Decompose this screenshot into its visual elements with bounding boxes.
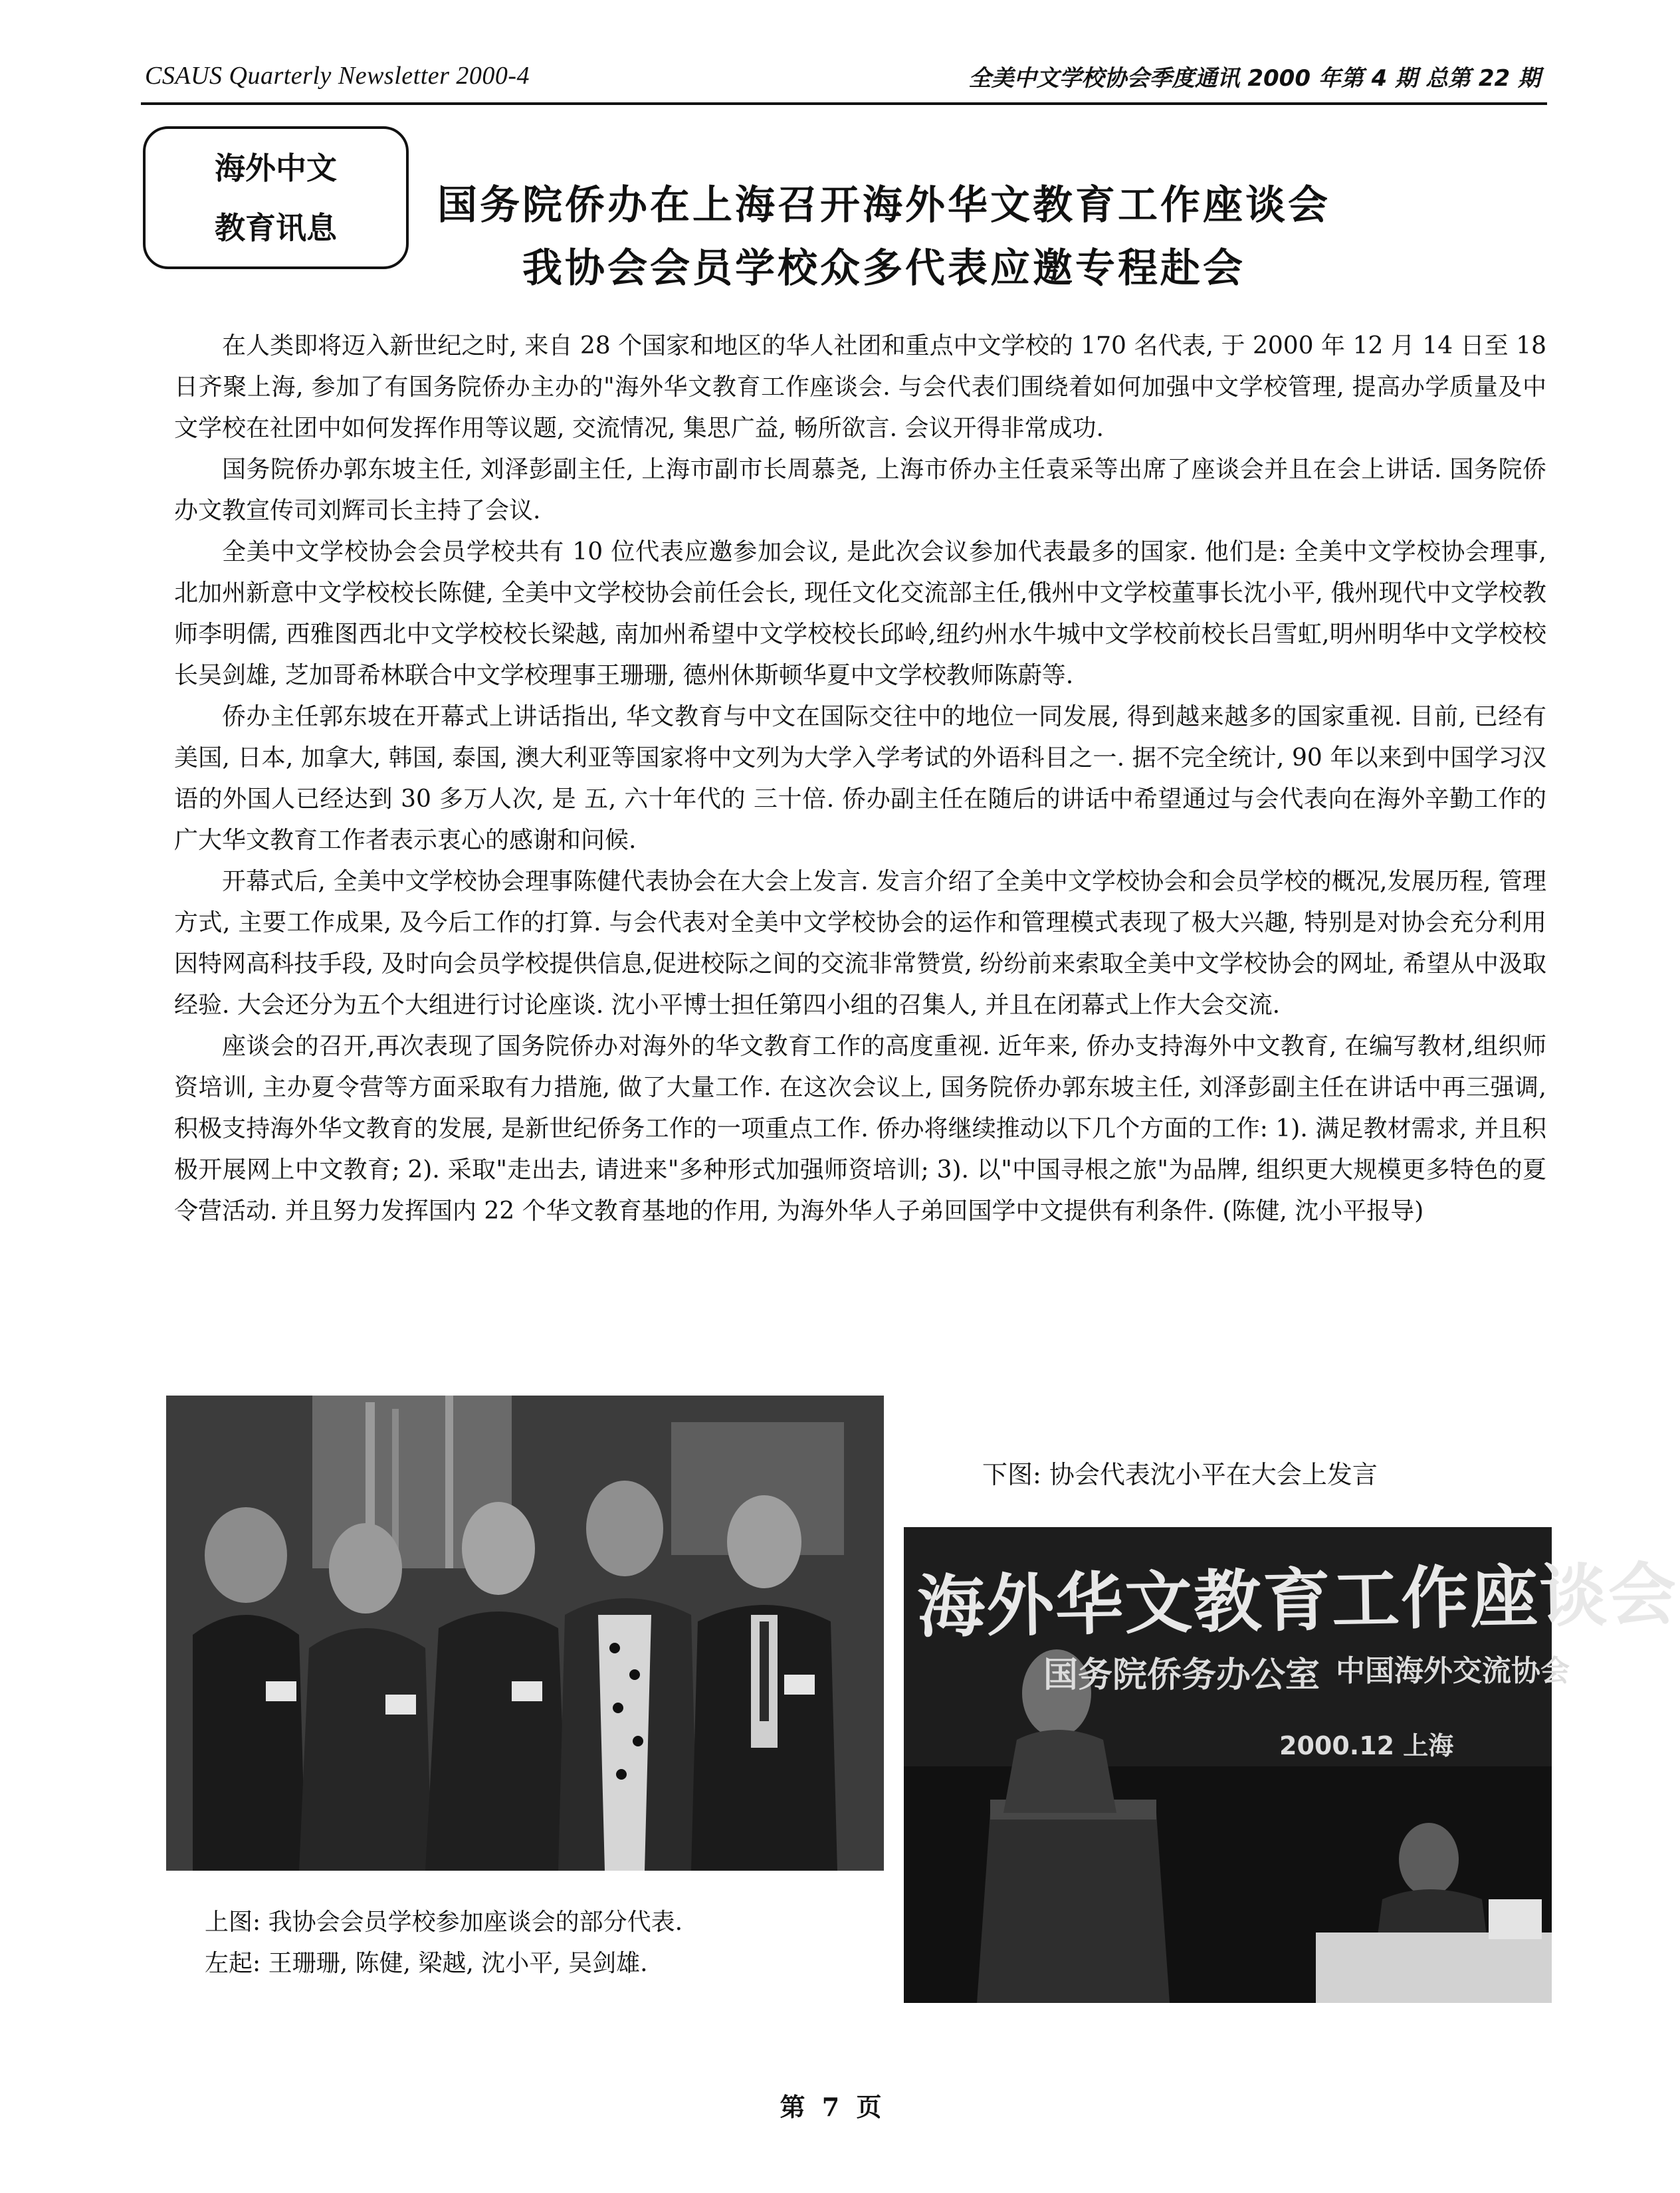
article-headline bbox=[425, 174, 1342, 300]
left-caption-line1: 上图: 我协会会员学校参加座谈会的部分代表. bbox=[205, 1909, 683, 1936]
left-photo-caption bbox=[205, 1902, 682, 1984]
article-paragraph-2: 国务院侨办郭东坡主任, 刘泽彭副主任, 上海市副市长周慕尧, 上海市侨办主任袁采等出席了座谈会并且在会上讲话. 国务院侨办文教宣传司刘辉司长主持了会议. bbox=[174, 456, 1546, 524]
article-paragraph-1: 在人类即将迈入新世纪之时, 来自 28 个国家和地区的华人社团和重点中文学校的 170 名代表, 于 2000 年 12 月 14 日至 18 日齐聚上海, 参加了有国务院侨办主办的"海外华文教育工作座谈会. 与会代表们围绕着如何加强中文学校管理, 提高办学质量及中文学校在社团中如何发挥作用等议题, 交流情况, 集思广益, 畅所欲言. 会议开得非常成功. bbox=[174, 332, 1546, 442]
article-paragraph-6: 座谈会的召开,再次表现了国务院侨办对海外的华文教育工作的高度重视. 近年来, 侨办支持海外中文教育, 在编写教材,组织师资培训, 主办夏令营等方面采取有力措施, 做了大量工作. 在这次会议上, 国务院侨办郭东坡主任, 刘泽彭副主任在讲话中再三强调, 积极支持海外华文教育的发展, 是新世纪侨务工作的一项重点工作. 侨办将继续推动以下几个方面的工作: 1). 满足教材需求, 并且积极开展网上中文教育; 2). 采取"走出去, 请进来"多种形式加强师资培训; 3). 以"中国寻根之旅"为品牌, 组织更大规模更多特色的夏令营活动. 并且努力发挥国内 22 个华文教育基地的作用, 为海外华人子弟回国学中文提供有利条件. (陈健, 沈小平报导) bbox=[174, 1033, 1546, 1225]
left-caption-line2: 左起: 王珊珊, 陈健, 梁越, 沈小平, 吴剑雄. bbox=[205, 1950, 648, 1977]
banner-organizer-text: 国务院侨务办公室 bbox=[1043, 1655, 1320, 1695]
article-paragraph-5: 开幕式后, 全美中文学校协会理事陈健代表协会在大会上发言. 发言介绍了全美中文学校协会和会员学校的概况,发展历程, 管理方式, 主要工作成果, 及今后工作的打算. 与会代表对全美中文学校协会的运作和管理模式表现了极大兴趣, 特别是对协会充分利用因特网高科技手段, 及时向会员学校提供信息,促进校际之间的交流非常赞赏, 纷纷前来索取全美中文学校协会的网址, 希望从中汲取经验. 大会还分为五个大组进行讨论座谈. 沈小平博士担任第四小组的召集人, 并且在闭幕式上作大会交流. bbox=[174, 868, 1546, 1019]
speaker-photo bbox=[904, 1527, 1679, 2003]
section-tag-box bbox=[143, 126, 409, 269]
banner-date-text: 2000.12 上海 bbox=[1279, 1731, 1454, 1760]
page-number: 第 7 页 bbox=[780, 2092, 882, 2122]
right-photo-caption: 下图: 协会代表沈小平在大会上发言 bbox=[982, 1460, 1378, 1489]
newsletter-title-chinese: 全美中文学校协会季度通讯 2000 年第 4 期 总第 22 期 bbox=[968, 65, 1540, 92]
header-rule bbox=[141, 102, 1547, 105]
article-paragraph-3: 全美中文学校协会会员学校共有 10 位代表应邀参加会议, 是此次会议参加代表最多的国家. 他们是: 全美中文学校协会理事, 北加州新意中文学校校长陈健, 全美中文学校协会前任会长, 现任文化交流部主任,俄州中文学校董事长沈小平, 俄州现代中文学校教师李明儒, 西雅图西北中文学校校长梁越, 南加州希望中文学校校长邱岭,纽约州水牛城中文学校前校长吕雪虹,明州明华中文学校校长吴剑雄, 芝加哥希林联合中文学校理事王珊珊, 德州休斯顿华夏中文学校教师陈蔚等. bbox=[174, 538, 1546, 689]
headline-line2: 我协会会员学校众多代表应邀专程赴会 bbox=[522, 245, 1245, 292]
group-photo-art bbox=[166, 1396, 884, 1871]
article-body bbox=[174, 326, 1546, 1232]
banner-coorganizer-text: 中国海外交流协会 bbox=[1336, 1654, 1570, 1688]
section-tag-line2: 教育讯息 bbox=[215, 209, 337, 246]
headline-line1: 国务院侨办在上海召开海外华文教育工作座谈会 bbox=[437, 182, 1330, 229]
group-photo bbox=[166, 1396, 884, 1871]
newsletter-title-english: CSAUS Quarterly Newsletter 2000-4 bbox=[145, 62, 530, 90]
article-paragraph-4: 侨办主任郭东坡在开幕式上讲话指出, 华文教育与中文在国际交往中的地位一同发展, 得到越来越多的国家重视. 目前, 已经有美国, 日本, 加拿大, 韩国, 泰国, 澳大利亚等国家将中文列为大学入学考试的外语科目之一. 据不完全统计, 90 年以来到中国学习汉语的外国人已经达到 30 多万人次, 是 五, 六十年代的 三十倍. 侨办副主任在随后的讲话中希望通过与会代表向在海外辛勤工作的广大华文教育工作者表示衷心的感谢和问候. bbox=[174, 703, 1546, 854]
banner-main-text: 海外华文教育工作座谈会 bbox=[916, 1555, 1679, 1647]
section-tag-line1: 海外中文 bbox=[215, 150, 337, 186]
